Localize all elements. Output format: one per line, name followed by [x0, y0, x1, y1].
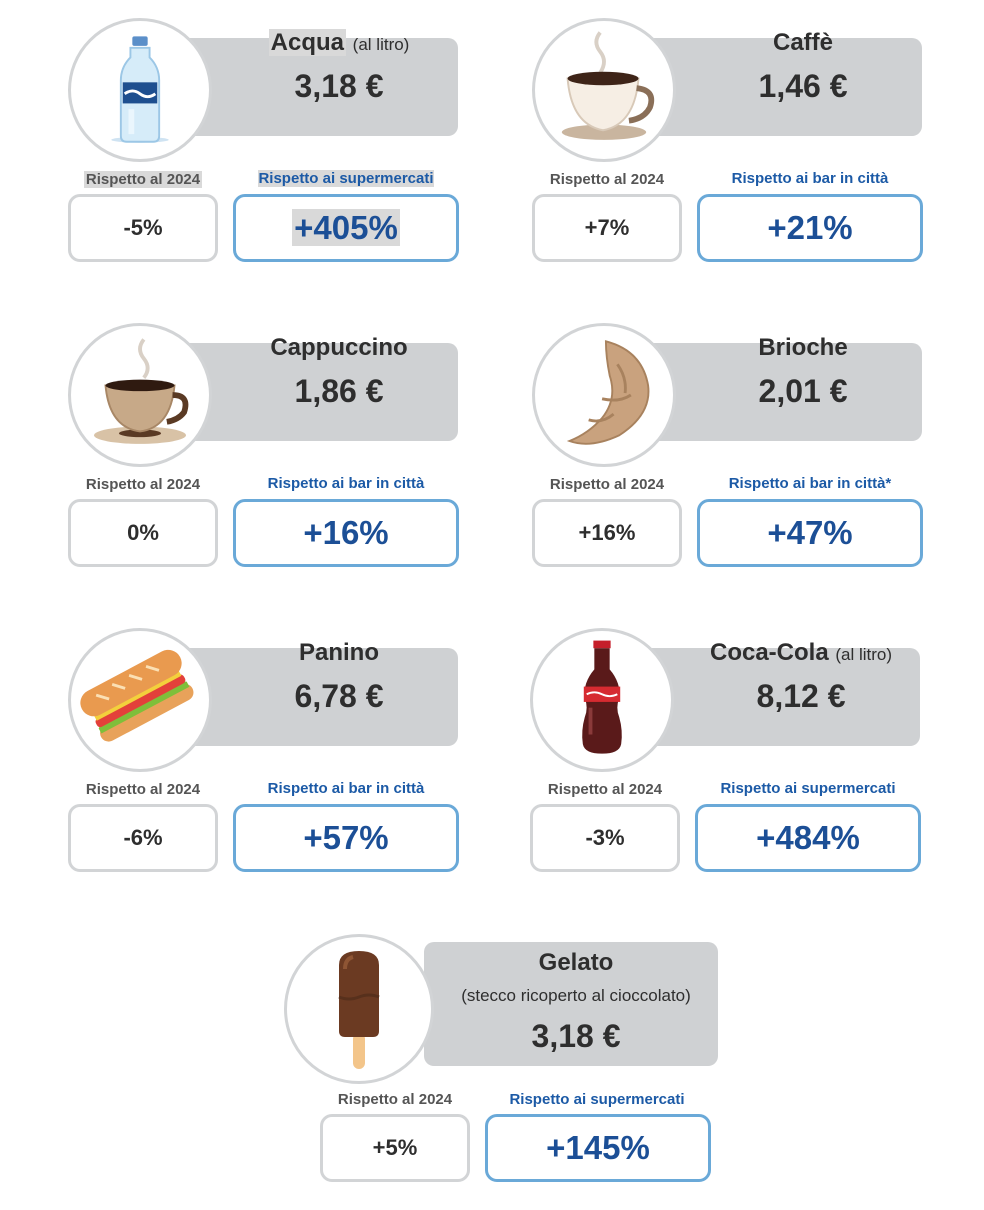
vs-other-value: +47% [697, 499, 923, 567]
vs-other-label: Rispetto ai bar in città [267, 780, 425, 797]
cola-bottle-icon [530, 628, 674, 772]
water-bottle-icon [68, 18, 212, 162]
vs-year-label: Rispetto al 2024 [549, 171, 665, 188]
product-name: Gelato [538, 949, 614, 976]
vs-year-value: -5% [68, 194, 218, 262]
vs-year-label: Rispetto al 2024 [85, 781, 201, 798]
price-card-cappuccino [68, 323, 468, 583]
vs-year-label: Rispetto al 2024 [547, 781, 663, 798]
vs-year-value: -6% [68, 804, 218, 872]
ice-cream-bar-icon [284, 934, 434, 1084]
product-price: 3,18 € [531, 1018, 621, 1054]
vs-year-label: Rispetto al 2024 [85, 476, 201, 493]
vs-year-value: -3% [530, 804, 680, 872]
price-card-gelato [284, 922, 691, 1192]
vs-other-value: +16% [233, 499, 459, 567]
vs-other-label: Rispetto ai supermercati [258, 170, 434, 187]
vs-other-label: Rispetto ai bar in città [267, 475, 425, 492]
vs-year-value: +16% [532, 499, 682, 567]
vs-other-label: Rispetto ai bar in città [731, 170, 889, 187]
price-card-coca-cola [530, 628, 930, 888]
croissant-icon [532, 323, 676, 467]
cappuccino-cup-icon [68, 323, 212, 467]
price-card-brioche [532, 323, 932, 583]
price-card-caffe [532, 18, 932, 278]
vs-other-value: +21% [697, 194, 923, 262]
product-price: 6,78 € [294, 678, 384, 714]
vs-other-label: Rispetto ai supermercati [509, 1091, 685, 1108]
product-price: 3,18 € [294, 68, 384, 104]
vs-year-label: Rispetto al 2024 [337, 1091, 453, 1108]
price-card-acqua [68, 18, 468, 278]
product-name: Panino [298, 639, 379, 666]
coffee-cup-icon [532, 18, 676, 162]
product-price: 8,12 € [756, 678, 846, 714]
vs-other-value: +145% [485, 1114, 711, 1182]
product-name: Caffè [772, 29, 833, 56]
vs-other-value: +57% [233, 804, 459, 872]
product-unit: (stecco ricoperto al cioccolato) [461, 986, 691, 1005]
product-price: 2,01 € [758, 373, 848, 409]
price-card-panino [68, 628, 468, 888]
vs-year-label: Rispetto al 2024 [85, 171, 201, 188]
vs-other-label: Rispetto ai supermercati [720, 780, 896, 797]
product-name: Cappuccino [270, 334, 408, 361]
product-price: 1,46 € [758, 68, 848, 104]
vs-other-value: +484% [695, 804, 921, 872]
vs-year-value: +5% [320, 1114, 470, 1182]
vs-year-label: Rispetto al 2024 [549, 476, 665, 493]
vs-year-value: +7% [532, 194, 682, 262]
vs-year-value: 0% [68, 499, 218, 567]
vs-other-label: Rispetto ai bar in città* [728, 475, 892, 492]
vs-other-value: +405% [233, 194, 459, 262]
product-price: 1,86 € [294, 373, 384, 409]
product-name: Acqua (al litro) [270, 29, 410, 56]
product-name: Coca-Cola (al litro) [709, 639, 893, 666]
sandwich-icon [68, 628, 212, 772]
product-name: Brioche [758, 334, 848, 361]
